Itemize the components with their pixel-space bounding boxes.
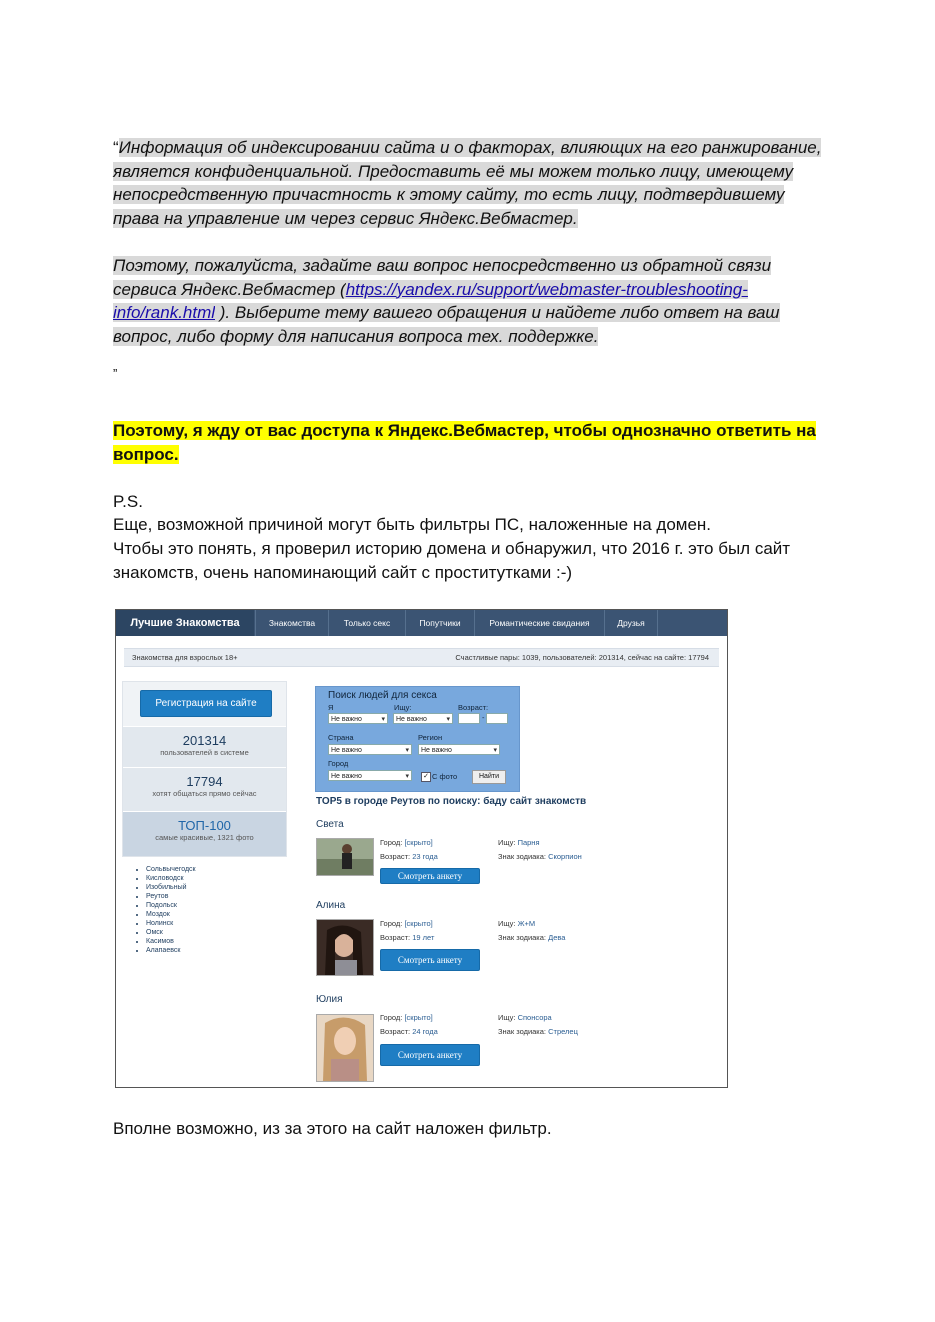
city-link[interactable]: • Сольвычегодск: [146, 865, 196, 874]
city-link[interactable]: • Алапаевск: [146, 946, 196, 955]
select-region[interactable]: Не важно ▾: [418, 744, 500, 755]
select-city[interactable]: Не важно ▾: [328, 770, 412, 781]
city-link[interactable]: • Изобильный: [146, 883, 196, 892]
stat-users-num: 201314: [182, 733, 227, 748]
city-label: Город:: [380, 838, 403, 847]
label-age: Возраст:: [458, 703, 489, 712]
city-list: [138, 865, 196, 955]
city-link[interactable]: • Реутов: [146, 892, 196, 901]
ps-line-2: Чтобы это понять, я проверил историю домена и обнаружил, что 2016 г. это был сайт знакомств, очень напоминающий сайт с проститутками :-): [113, 539, 791, 582]
tab-poputchiki[interactable]: Попутчики: [405, 610, 474, 636]
profile-photo[interactable]: [316, 919, 374, 976]
city-link[interactable]: • Моздок: [146, 910, 196, 919]
seek-label: Ищу:: [498, 1013, 516, 1022]
profile-seek: [498, 919, 535, 928]
highlight-paragraph: [113, 419, 825, 466]
city-value: [скрыто]: [404, 838, 433, 847]
quote-paragraph-2: [113, 254, 825, 348]
zodiac-value: Дева: [548, 933, 566, 942]
subbar-right: Счастливые пары: 1039, пользователей: 201314, сейчас на сайте: 17794: [455, 653, 709, 662]
dating-site-screenshot: [115, 609, 728, 1088]
age-value: 24 года: [412, 1027, 438, 1036]
quote-text-2b: ). Выберите тему вашего обращения и найдете либо ответ на ваш вопрос, либо форму для написания вопроса тех. поддержке.: [113, 303, 780, 346]
label-seek: Ищу:: [394, 703, 412, 712]
conclusion-text: Вполне возможно, из за этого на сайт наложен фильтр.: [113, 1119, 552, 1138]
age-from-input[interactable]: [458, 713, 480, 724]
profile-name[interactable]: Алина: [316, 900, 346, 911]
zodiac-value: Скорпион: [548, 852, 582, 861]
site-brand[interactable]: Лучшие Знакомства: [116, 610, 254, 636]
tab-znakomstva[interactable]: Знакомства: [255, 610, 328, 636]
profile-zodiac: [498, 933, 565, 942]
label-country: Страна: [328, 733, 354, 742]
zodiac-label: Знак зодиака:: [498, 933, 547, 942]
stat-top100-num[interactable]: ТОП-100: [178, 818, 231, 833]
quote-text-2a: Поэтому, пожалуйста, задайте ваш вопрос непосредственно из обратной связи сервиса Яндекс.Вебмастер (: [113, 256, 772, 299]
seek-value: Парня: [517, 838, 540, 847]
open-quote-mark: “: [113, 138, 119, 157]
quote-text-1: Информация об индексировании сайта и о факторах, влияющих на его ранжирование, является конфиденциальной. Предоставить её мы можем только лицу, имеющему непосредственную причастность к этому сайту, то есть лицу, подтвердившему права на управление им через сервис Яндекс.Вебмастер.: [113, 138, 822, 228]
city-label: Город:: [380, 919, 403, 928]
city-label: Город:: [380, 1013, 403, 1022]
stat-users: [123, 726, 286, 767]
profile-age: [380, 852, 438, 861]
profile-age: [380, 1027, 438, 1036]
subbar-left: Знакомства для взрослых 18+: [132, 653, 238, 662]
stat-online-cap: хотят общаться прямо сейчас: [152, 789, 257, 798]
city-link[interactable]: • Омск: [146, 928, 196, 937]
select-me[interactable]: Не важно ▾: [328, 713, 388, 724]
register-button[interactable]: Регистрация на сайте: [140, 690, 272, 717]
stat-top100-cap: самые красивые, 1321 фото: [155, 833, 254, 842]
label-city: Город: [328, 759, 349, 768]
view-profile-button[interactable]: Смотреть анкету: [380, 1044, 480, 1066]
top5-heading: TOP5 в городе Реутов по поиску: баду сайт знакомств: [316, 796, 587, 807]
profile-seek: [498, 838, 540, 847]
city-link[interactable]: • Подольск: [146, 901, 196, 910]
age-separator: -: [482, 713, 485, 722]
close-quote-mark: ”: [113, 366, 118, 381]
profile-photo[interactable]: [316, 1014, 374, 1082]
stat-online-num: 17794: [186, 774, 223, 789]
site-subbar: [124, 648, 719, 667]
profile-age: [380, 933, 434, 942]
ps-label: P.S.: [113, 492, 143, 511]
stat-online: [123, 767, 286, 811]
zodiac-label: Знак зодиака:: [498, 852, 547, 861]
find-button[interactable]: Найти: [472, 770, 506, 784]
stat-users-cap: пользователей в системе: [160, 748, 249, 757]
age-label: Возраст:: [380, 852, 411, 861]
profile-city: [380, 1013, 433, 1022]
seek-value: Спонсора: [517, 1013, 552, 1022]
photo-checkbox[interactable]: ✓: [421, 772, 431, 782]
age-label: Возраст:: [380, 1027, 411, 1036]
webmaster-link[interactable]: https://yandex.ru/support/webmaster-troubleshooting-info/rank.html: [113, 279, 748, 322]
city-link[interactable]: • Кисловодск: [146, 874, 196, 883]
ps-line-1: Еще, возможной причиной могут быть фильтры ПС, наложенные на домен.: [113, 515, 712, 534]
city-link[interactable]: • Нолинск: [146, 919, 196, 928]
site-nav: [116, 610, 727, 636]
label-me: Я: [328, 703, 334, 712]
tab-friends[interactable]: Друзья: [604, 610, 658, 636]
profile-city: [380, 838, 433, 847]
search-panel: [315, 686, 520, 792]
seek-label: Ищу:: [498, 838, 516, 847]
city-value: [скрыто]: [404, 919, 433, 928]
view-profile-button[interactable]: Смотреть анкету: [380, 949, 480, 971]
search-title: Поиск людей для секса: [328, 690, 437, 701]
profile-zodiac: [498, 852, 582, 861]
profile-name[interactable]: Света: [316, 819, 344, 830]
age-value: 23 года: [412, 852, 438, 861]
profile-photo[interactable]: [316, 838, 374, 876]
photo-check-label: С фото: [432, 772, 458, 781]
seek-value: Ж+М: [517, 919, 536, 928]
age-value: 19 лет: [412, 933, 435, 942]
city-value: [скрыто]: [404, 1013, 433, 1022]
age-label: Возраст:: [380, 933, 411, 942]
tab-romantic-dates[interactable]: Романтические свидания: [474, 610, 604, 636]
profile-zodiac: [498, 1027, 578, 1036]
label-region: Регион: [418, 733, 443, 742]
sidebar: [122, 681, 287, 857]
seek-label: Ищу:: [498, 919, 516, 928]
city-link[interactable]: • Касимов: [146, 937, 196, 946]
age-to-input[interactable]: [486, 713, 508, 724]
select-country[interactable]: Не важно ▾: [328, 744, 412, 755]
select-seek[interactable]: Не важно ▾: [393, 713, 453, 724]
quote-paragraph-1: [113, 136, 825, 230]
zodiac-label: Знак зодиака:: [498, 1027, 547, 1036]
highlight-text: Поэтому, я жду от вас доступа к Яндекс.Вебмастер, чтобы однозначно ответить на вопрос.: [113, 421, 816, 464]
tab-only-sex[interactable]: Только секс: [328, 610, 405, 636]
zodiac-value: Стрелец: [548, 1027, 578, 1036]
stat-top100[interactable]: [123, 811, 286, 856]
profile-city: [380, 919, 433, 928]
profile-seek: [498, 1013, 552, 1022]
view-profile-button[interactable]: Смотреть анкету: [380, 868, 480, 884]
profile-name[interactable]: Юлия: [316, 994, 343, 1005]
